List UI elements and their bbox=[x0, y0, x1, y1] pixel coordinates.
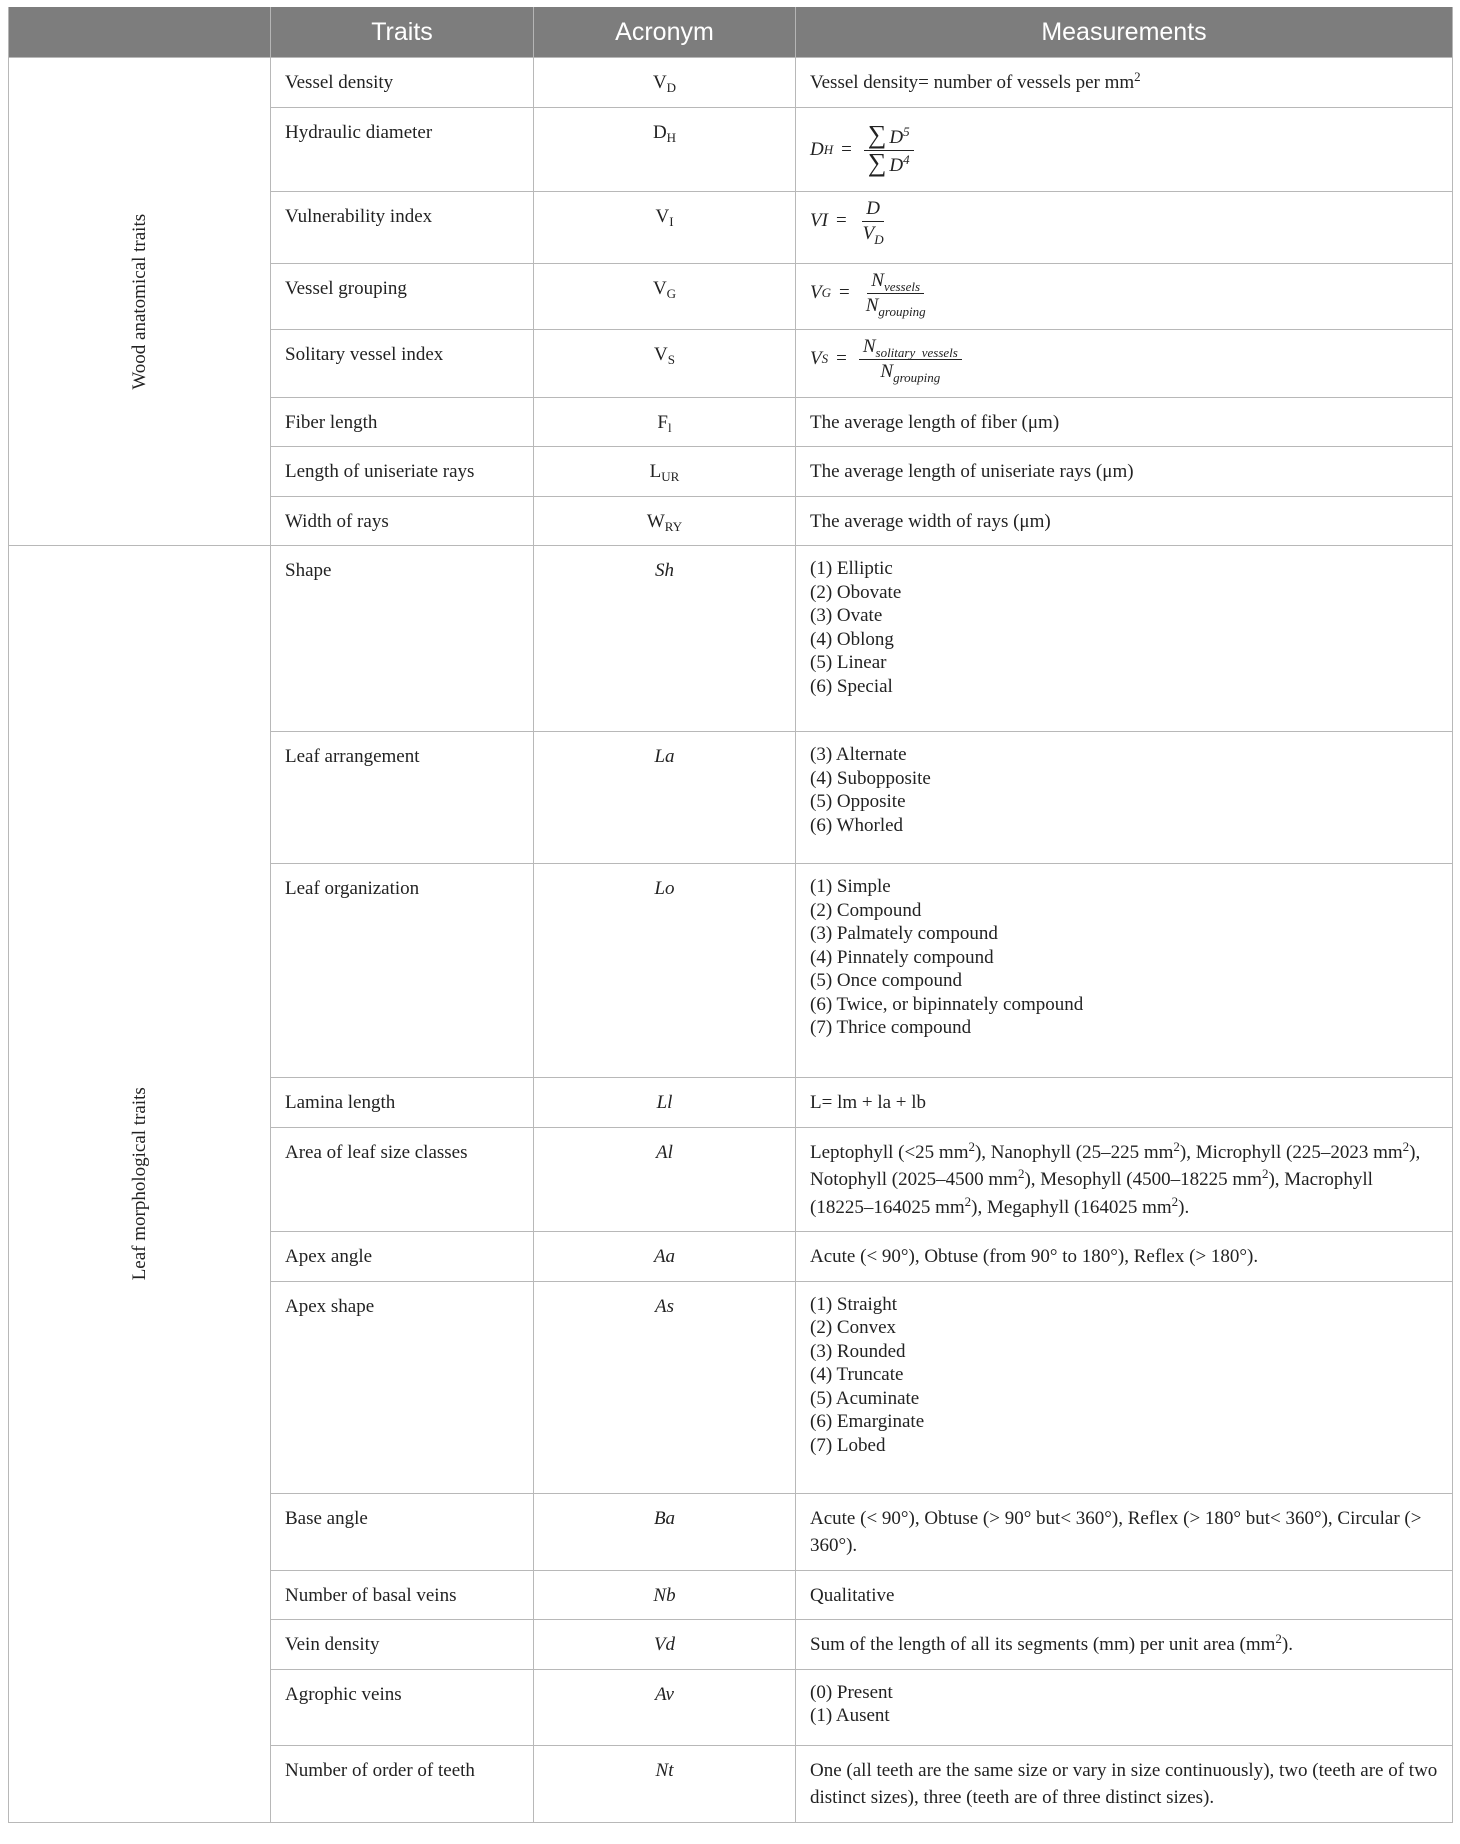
acronym-cell: La bbox=[534, 732, 796, 864]
acronym-cell: $V_D$ bbox=[534, 58, 796, 108]
measurement-cell: Sum of the length of all its segments (mm) per unit area $(mm^2)$. bbox=[796, 1620, 1453, 1670]
traits-table-container bbox=[8, 7, 1452, 1823]
trait-cell: Length of uniseriate rays bbox=[271, 447, 534, 497]
header-acronym: Acronym bbox=[534, 7, 796, 58]
measurement-cell: Qualitative bbox=[796, 1570, 1453, 1620]
trait-cell: Lamina length bbox=[271, 1078, 534, 1128]
formula-cell bbox=[796, 263, 1453, 329]
measurement-cell: The average length of fiber (μm) bbox=[796, 397, 1453, 447]
list-item: (1) Elliptic bbox=[810, 558, 893, 579]
measurement-list bbox=[796, 732, 1453, 864]
trait-cell: Vessel density bbox=[271, 58, 534, 108]
group-leaf-label: Leaf morphological traits bbox=[128, 1087, 150, 1281]
acronym-cell: $V_I$ bbox=[534, 191, 796, 263]
formula-cell bbox=[796, 329, 1453, 397]
acronym-cell: Nb bbox=[534, 1570, 796, 1620]
table-row bbox=[9, 546, 1453, 732]
list-item: (4) Subopposite bbox=[810, 767, 931, 789]
trait-cell: Leaf arrangement bbox=[271, 732, 534, 864]
trait-cell: Leaf organization bbox=[271, 864, 534, 1078]
list-item: (7) Lobed bbox=[810, 1434, 886, 1456]
acronym-cell: $L_{UR}$ bbox=[534, 447, 796, 497]
list-item: (5) Acuminate bbox=[810, 1387, 920, 1409]
list-item: (6) Whorled bbox=[810, 814, 904, 836]
acronym-cell: $V_S$ bbox=[534, 329, 796, 397]
list-item: (4) Truncate bbox=[810, 1364, 904, 1385]
header-group bbox=[9, 7, 271, 58]
trait-cell: Vessel grouping bbox=[271, 263, 534, 329]
measurement-cell: One (all teeth are the same size or vary in size continuously), two (teeth are of two distinct sizes), three (teeth are of three distinct sizes). bbox=[796, 1745, 1453, 1822]
list-item: (6) Special bbox=[810, 675, 893, 697]
group-leaf-cell bbox=[9, 546, 271, 1823]
header-row bbox=[9, 7, 1453, 58]
trait-cell: Fiber length bbox=[271, 397, 534, 447]
list-item: (1) Simple bbox=[810, 876, 891, 897]
measurement-list bbox=[796, 1669, 1453, 1745]
list-item: (4) Oblong bbox=[810, 628, 894, 650]
measurement-cell: The average width of rays (μm) bbox=[796, 496, 1453, 546]
measurement-cell: Vessel density= number of vessels per $mm^2$ bbox=[796, 58, 1453, 108]
measurement-cell: Acute (< 90°), Obtuse (from 90° to 180°), Reflex (> 180°). bbox=[796, 1232, 1453, 1282]
list-item: (3) Palmately compound bbox=[810, 923, 998, 944]
list-item: (1) Straight bbox=[810, 1293, 898, 1315]
trait-cell: Number of basal veins bbox=[271, 1570, 534, 1620]
acronym-cell: Ll bbox=[534, 1078, 796, 1128]
list-item: (4) Pinnately compound bbox=[810, 946, 994, 968]
header-measurements: Measurements bbox=[796, 7, 1453, 58]
acronym-cell: $D_H$ bbox=[534, 107, 796, 191]
list-item: (6) Emarginate bbox=[810, 1411, 925, 1432]
trait-cell: Vein density bbox=[271, 1620, 534, 1670]
trait-cell: Apex angle bbox=[271, 1232, 534, 1282]
hydraulic-diameter-formula: D H = $\frac{\sum D^5}{\sum D^4}$ bbox=[810, 124, 918, 177]
trait-cell: Solitary vessel index bbox=[271, 329, 534, 397]
group-wood-cell bbox=[9, 58, 271, 546]
trait-cell: Area of leaf size classes bbox=[271, 1127, 534, 1232]
acronym-cell: Ba bbox=[534, 1493, 796, 1570]
acronym-cell: Lo bbox=[534, 864, 796, 1078]
list-item: (5) Opposite bbox=[810, 791, 906, 812]
trait-cell: Agrophic veins bbox=[271, 1669, 534, 1745]
list-item: (0) Present bbox=[810, 1681, 893, 1703]
acronym-cell: $F_l$ bbox=[534, 397, 796, 447]
acronym-cell: $W_{RY}$ bbox=[534, 496, 796, 546]
acronym-cell: Al bbox=[534, 1127, 796, 1232]
trait-cell: Shape bbox=[271, 546, 534, 732]
measurement-list bbox=[796, 1281, 1453, 1493]
list-item: (1) Ausent bbox=[810, 1705, 890, 1726]
header-traits: Traits bbox=[271, 7, 534, 58]
trait-cell: Base angle bbox=[271, 1493, 534, 1570]
trait-cell: Hydraulic diameter bbox=[271, 107, 534, 191]
list-item: (6) Twice, or bipinnately compound bbox=[810, 993, 1084, 1015]
list-item: (2) Convex bbox=[810, 1317, 897, 1338]
vessel-grouping-formula: V G = $\frac{N_{vessels}}{N_{grouping}}$ bbox=[810, 269, 926, 319]
measurement-cell: L= lm + la + lb bbox=[796, 1078, 1453, 1128]
trait-cell: Vulnerability index bbox=[271, 191, 534, 263]
measurement-cell: Acute (< 90°), Obtuse (> 90° but< 360°), Reflex (> 180° but< 360°), Circular (> 360°). bbox=[796, 1493, 1453, 1570]
acronym-cell: Aa bbox=[534, 1232, 796, 1282]
list-item: (2) Compound bbox=[810, 899, 922, 921]
formula-cell bbox=[796, 107, 1453, 191]
acronym-cell: Nt bbox=[534, 1745, 796, 1822]
acronym-cell: Av bbox=[534, 1669, 796, 1745]
list-item: (2) Obovate bbox=[810, 581, 902, 603]
list-item: (5) Linear bbox=[810, 652, 887, 673]
measurement-cell: The average length of uniseriate rays (μm) bbox=[796, 447, 1453, 497]
list-item: (3) Ovate bbox=[810, 605, 883, 626]
acronym-cell: Vd bbox=[534, 1620, 796, 1670]
trait-cell: Number of order of teeth bbox=[271, 1745, 534, 1822]
solitary-vessel-index-formula: V S = $\frac{N_{solitary vessels}}{N_{grouping}}$ bbox=[810, 336, 966, 383]
measurement-list bbox=[796, 864, 1453, 1078]
measurement-list bbox=[796, 546, 1453, 732]
list-item: (5) Once compound bbox=[810, 970, 962, 991]
list-item: (3) Alternate bbox=[810, 744, 907, 765]
trait-cell: Width of rays bbox=[271, 496, 534, 546]
formula-cell bbox=[796, 191, 1453, 263]
acronym-cell: As bbox=[534, 1281, 796, 1493]
list-item: (3) Rounded bbox=[810, 1340, 906, 1362]
traits-table bbox=[8, 7, 1453, 1823]
group-wood-label: Wood anatomical traits bbox=[128, 213, 150, 390]
table-row bbox=[9, 58, 1453, 108]
vulnerability-index-formula: VI = $\frac{D}{V_D}$ bbox=[810, 197, 884, 247]
trait-cell: Apex shape bbox=[271, 1281, 534, 1493]
acronym-cell: $V_G$ bbox=[534, 263, 796, 329]
list-item: (7) Thrice compound bbox=[810, 1017, 972, 1038]
measurement-cell: Leptophyll (<25 $mm^2$), Nanophyll (25–225 $mm^2$), Microphyll (225–2023 $mm^2$), Notophyll (2025–4500 $mm^2$), Mesophyll (4500–18225 $mm^2$), Macrophyll (18225–164025 $mm^2$), Megaphyll (164025 $mm^2$). bbox=[796, 1127, 1453, 1232]
acronym-cell: Sh bbox=[534, 546, 796, 732]
